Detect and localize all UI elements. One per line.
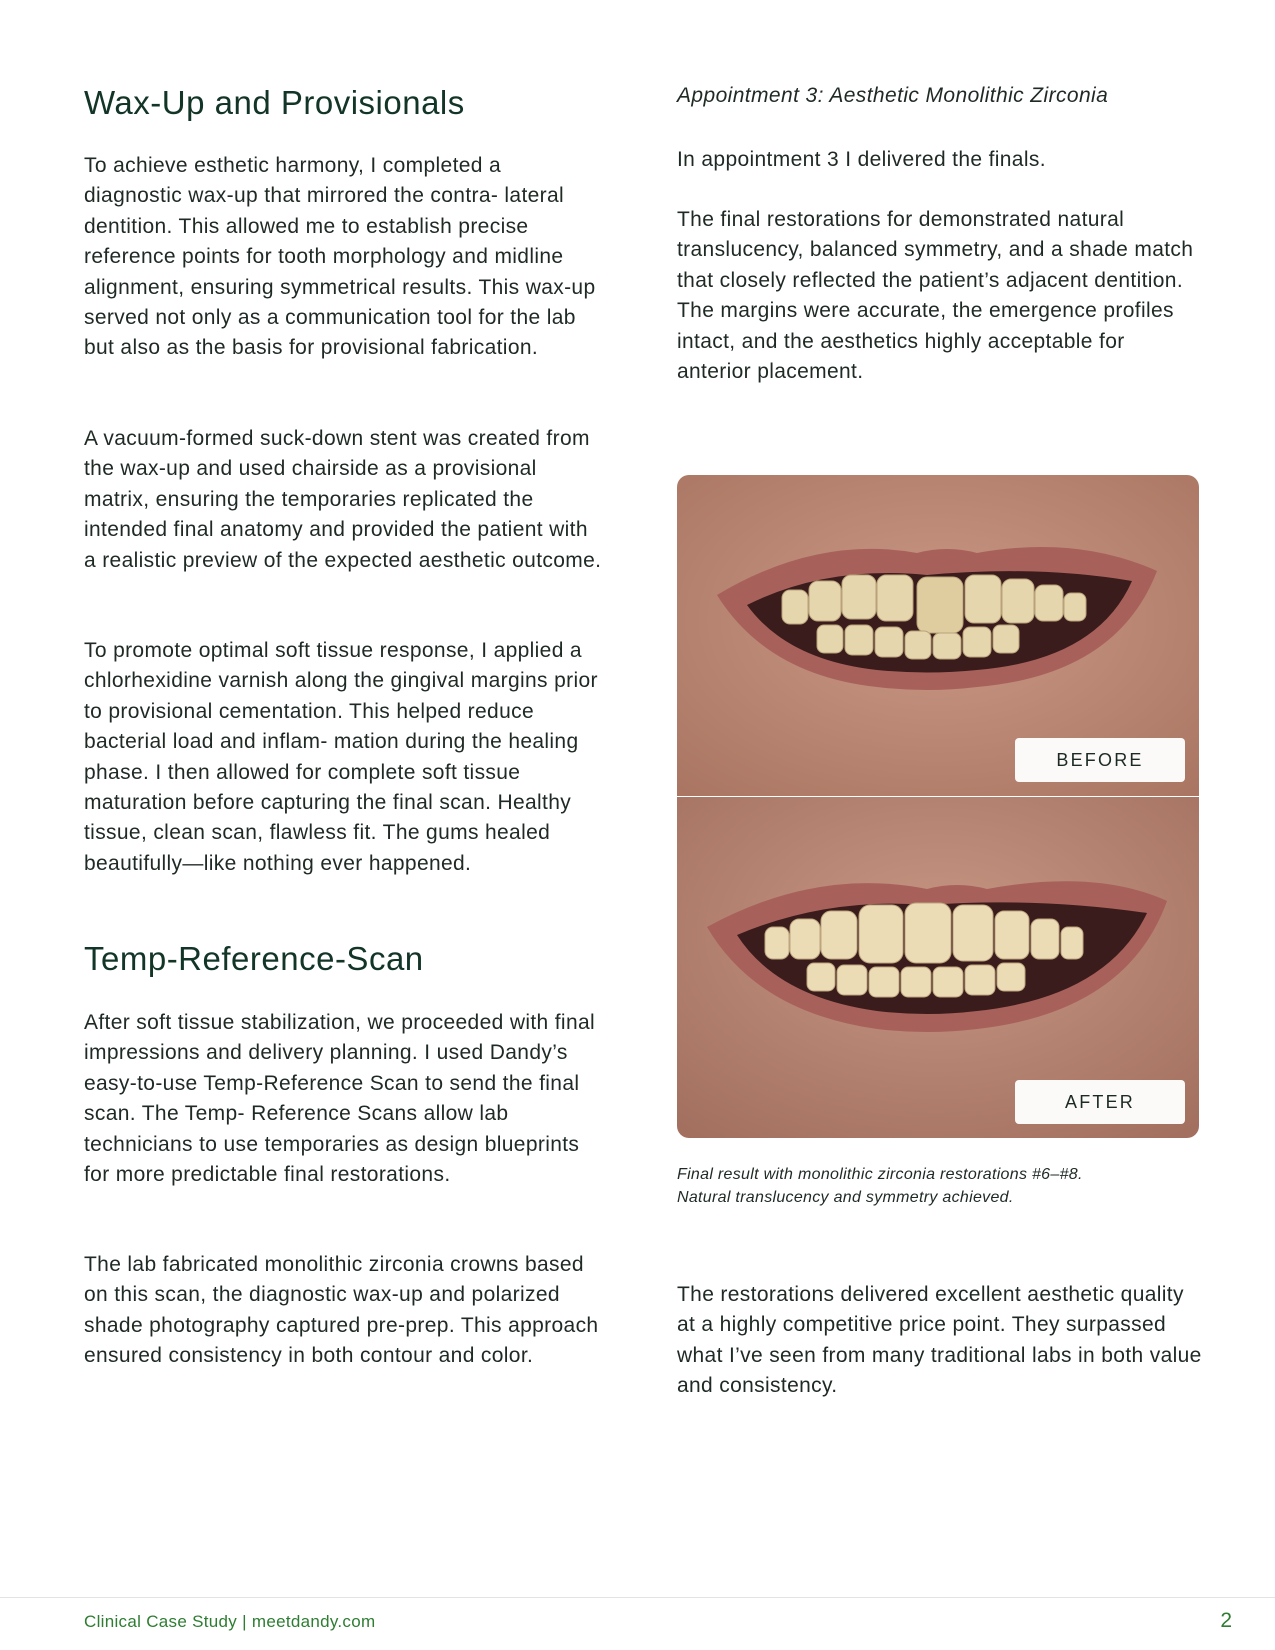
paragraph-value: The restorations delivered excellent aesthetic quality at a highly competitive price point. They surpassed what I’ve seen from many traditional labs in both value and consistency.: [677, 1283, 1202, 1398]
paragraph-lab-fabrication: The lab fabricated monolithic zirconia crowns based on this scan, the diagnostic wax-up and polarized shade photography captured pre-prep. This approach ensured consistency in both contour and color.: [84, 1253, 599, 1368]
caption-line-1: Final result with monolithic zirconia restorations #6–#8.: [677, 1166, 1083, 1183]
paragraph-stent: A vacuum-formed suck-down stent was created from the wax-up and used chairside as a provisional matrix, ensuring the temporaries replicated the intended final anatomy and provided the patient with a realistic preview of the expected aesthetic outcome.: [84, 427, 602, 572]
after-label: AFTER: [1015, 1080, 1185, 1124]
caption-line-2: Natural translucency and symmetry achieved.: [677, 1189, 1014, 1206]
footer-text: Clinical Case Study | meetdandy.com: [84, 1612, 376, 1631]
footer-divider: [0, 1597, 1275, 1598]
after-photo: [677, 797, 1199, 1138]
paragraph-final-restorations: The final restorations for demonstrated natural translucency, balanced symmetry, and a shade match that closely reflected the patient’s adjacent dentition. The margins were accurate, the emergence profiles intact, and the aesthetics highly acceptable for anterior placement.: [677, 208, 1194, 384]
heading-wax-up: Wax-Up and Provisionals: [84, 84, 465, 121]
before-photo: [677, 475, 1199, 796]
page-number: 2: [1220, 1609, 1232, 1632]
paragraph-delivered: In appointment 3 I delivered the finals.: [677, 148, 1046, 171]
before-label: BEFORE: [1015, 738, 1185, 782]
paragraph-temp-reference: After soft tissue stabilization, we proceeded with final impressions and delivery planning. I used Dandy’s easy-to-use Temp-Reference Scan to send the final scan. The Temp- Reference Scans allow lab technicians to use temporaries as design blueprints for more predictable final restorations.: [84, 1011, 596, 1187]
heading-temp-reference-scan: Temp-Reference-Scan: [84, 940, 424, 977]
photo-caption: [677, 1163, 1197, 1209]
paragraph-wax-up: To achieve esthetic harmony, I completed a diagnostic wax-up that mirrored the contra- lateral dentition. This allowed me to establish precise reference points for tooth morphology and midline alignment, ensuring symmetrical results. This wax-up served not only as a communication tool for the lab but also as the basis for provisional fabrication.: [84, 154, 596, 360]
before-after-photos: [677, 475, 1199, 1138]
paragraph-soft-tissue: To promote optimal soft tissue response, I applied a chlorhexidine varnish along the gingival margins prior to provisional cementation. This helped reduce bacterial load and inflam- mation during the healing phase. I then allowed for complete soft tissue maturation before capturing the final scan. Healthy tissue, clean scan, flawless fit. The gums healed beautifully—like nothing ever happened.: [84, 639, 598, 875]
appointment-title: Appointment 3: Aesthetic Monolithic Zirconia: [677, 84, 1109, 107]
